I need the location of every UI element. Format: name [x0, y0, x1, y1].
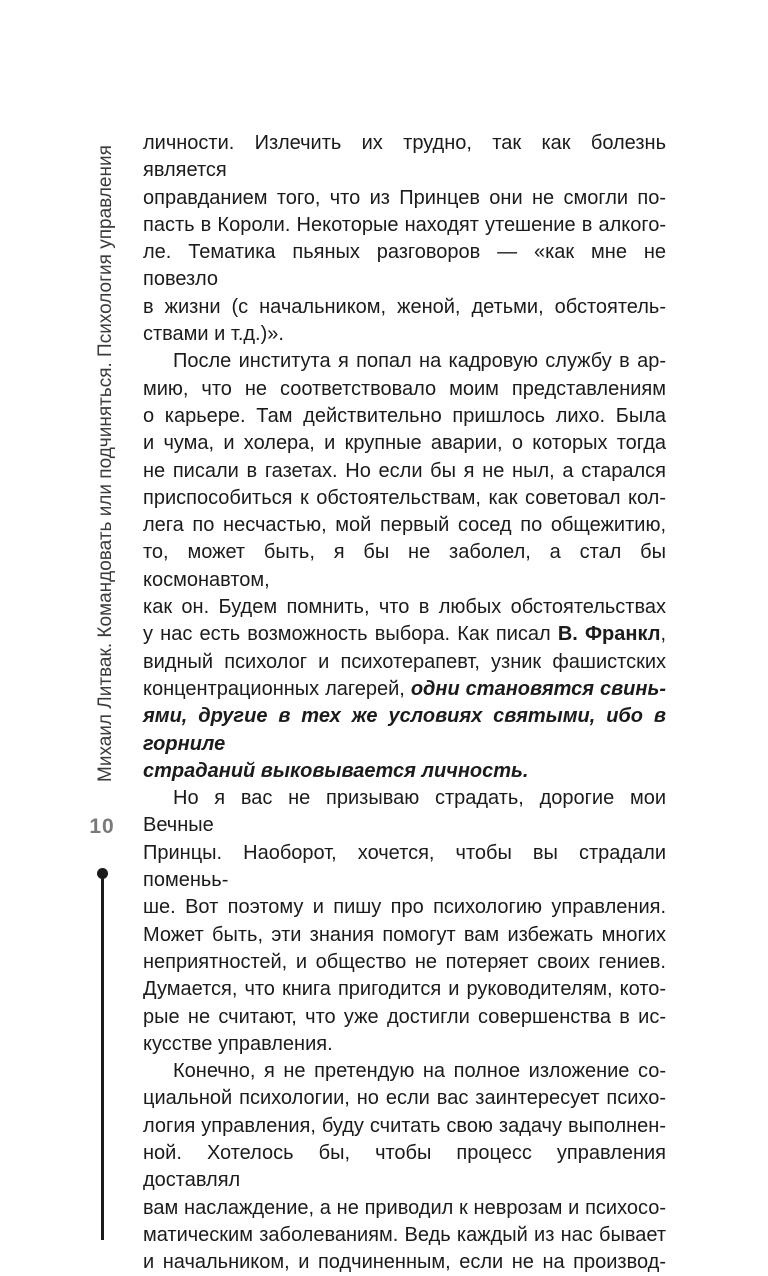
text-line: Думается, что книга пригодится и руководителям, кото- [143, 978, 666, 1001]
text-line: ствами и т.д.)». [143, 323, 284, 346]
running-head: Михаил Литвак. Командовать или подчиняться. Психология управления [95, 145, 116, 782]
author-name: В. Франкл [557, 623, 661, 646]
text-line: кусстве управления. [143, 1032, 333, 1055]
text-line [143, 621, 666, 648]
text-line: как он. Будем помнить, что в любых обстоятельствах [143, 596, 666, 619]
quote-text: страданий выковывается личность. [143, 759, 529, 782]
text-line: и начальником, и подчиненным, если не на производ- [143, 1251, 666, 1274]
text-line: Конечно, я не претендую на полное изложение со- [173, 1060, 666, 1083]
text-line: пасть в Короли. Некоторые находят утешение в алкого- [143, 213, 666, 236]
text-line: личности. Излечить их трудно, так как болезнь является [143, 132, 666, 182]
text-line: видный психолог и психотерапевт, узник фашистских [143, 650, 666, 673]
text-line: циальной психологии, но если вас заинтересует психо- [143, 1087, 666, 1110]
text-line: Но я вас не призываю страдать, дорогие мои Вечные [143, 787, 666, 837]
text-line: вам наслаждение, а не приводил к неврозам и психосо- [143, 1196, 666, 1219]
text-line: неприятностей, и общество не потеряет своих гениев. [143, 950, 666, 973]
text-line: то, может быть, я бы не заболел, а стал бы космонавтом, [143, 541, 666, 591]
text-line: о карьере. Там действительно пришлось лихо. Была [143, 404, 666, 427]
text-line: мию, что не соответствовало моим представлениям [143, 377, 666, 400]
page-number: 10 [89, 815, 115, 838]
text-line: ной. Хотелось бы, чтобы процесс управления доставлял [143, 1141, 666, 1192]
text-line: логия управления, буду считать свою задачу выполнен- [143, 1114, 666, 1137]
margin-rule [101, 878, 104, 1240]
text-line: и чума, и холера, и крупные аварии, о которых тогда [143, 432, 666, 455]
text-line: в жизни (с начальником, женой, детьми, обстоятель- [143, 295, 666, 318]
text-line: приспособиться к обстоятельствам, как советовал кол- [143, 486, 666, 509]
text-line: После института я попал на кадровую службу в ар- [173, 350, 666, 373]
text-line: лега по несчастью, мой первый сосед по общежитию, [143, 514, 666, 537]
text-line: ше. Вот поэтому и пишу про психологию управления. [143, 896, 666, 919]
text-line: Может быть, эти знания помогут вам избежать многих [143, 923, 666, 946]
text-run: концентрационных лагерей, [143, 677, 405, 700]
quote-text: ями, другие в тех же условиях святыми, ибо в горниле [143, 705, 666, 755]
text-line: ле. Тематика пьяных разговоров — «как мне не повезло [143, 241, 666, 291]
body-text [143, 130, 666, 1276]
text-line: Принцы. Наоборот, хочется, чтобы вы страдали поменьь- [143, 841, 666, 892]
text-line [143, 676, 666, 703]
text-line: рые не считают, что уже достигли совершенства в ис- [143, 1005, 666, 1028]
quote-text: одни становятся свинь- [410, 677, 667, 700]
text-line: матическим заболеваниям. Ведь каждый из нас бывает [143, 1223, 666, 1246]
text-line: оправданием того, что из Принцев они не смогли по- [143, 186, 666, 209]
text-run: у нас есть возможность выбора. Как писал [143, 623, 551, 646]
text-line: не писали в газетах. Но если бы я не ныл, а старался [143, 459, 666, 482]
text-run: , [660, 623, 666, 646]
